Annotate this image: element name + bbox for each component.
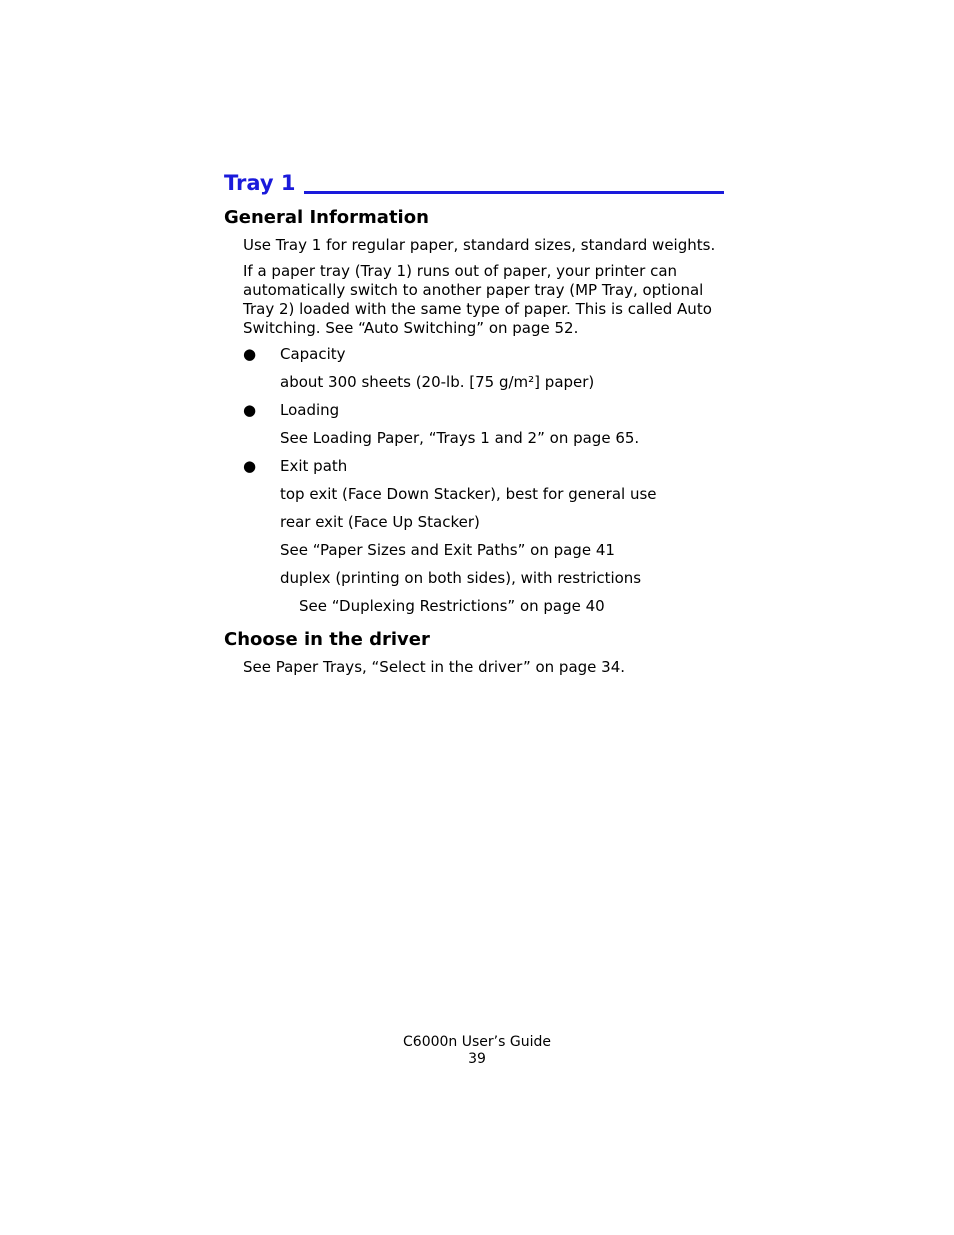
general-para-1: Use Tray 1 for regular paper, standard sizes, standard weights. xyxy=(243,236,716,254)
bullet-exit-path: ● xyxy=(243,457,257,475)
capacity-label: Capacity xyxy=(280,345,346,363)
choose-in-driver-heading: Choose in the driver xyxy=(224,629,430,650)
exit-duplex-see: See “Duplexing Restrictions” on page 40 xyxy=(299,597,605,615)
exit-path-label: Exit path xyxy=(280,457,348,475)
general-information-heading: General Information xyxy=(224,207,429,228)
driver-para: See Paper Trays, “Select in the driver” on page 34. xyxy=(243,658,626,676)
loading-detail: See Loading Paper, “Trays 1 and 2” on page 65. xyxy=(280,429,640,447)
bullet-capacity: ● xyxy=(243,345,257,363)
exit-duplex: duplex (printing on both sides), with restrictions xyxy=(280,569,642,587)
title-underline xyxy=(304,191,724,194)
exit-rear: rear exit (Face Up Stacker) xyxy=(280,513,480,531)
exit-top: top exit (Face Down Stacker), best for general use xyxy=(280,485,657,503)
capacity-detail: about 300 sheets (20-lb. [75 g/m²] paper) xyxy=(280,373,595,391)
bullet-loading: ● xyxy=(243,401,257,419)
footer-guide-title: C6000n User’s Guide xyxy=(403,1034,551,1050)
exit-see-paper-sizes: See “Paper Sizes and Exit Paths” on page 41 xyxy=(280,541,615,559)
page-title xyxy=(224,168,734,198)
page-title-text: Tray 1 xyxy=(224,171,296,195)
general-para-2: If a paper tray (Tray 1) runs out of paper, your printer can automatically switch to another paper tray (MP Tray, optional Tray 2) loaded with the same type of paper. This is called Auto Switching. See “Auto Switching” on page 52. xyxy=(243,262,712,337)
footer-page-number: 39 xyxy=(468,1051,486,1067)
loading-label: Loading xyxy=(280,401,340,419)
